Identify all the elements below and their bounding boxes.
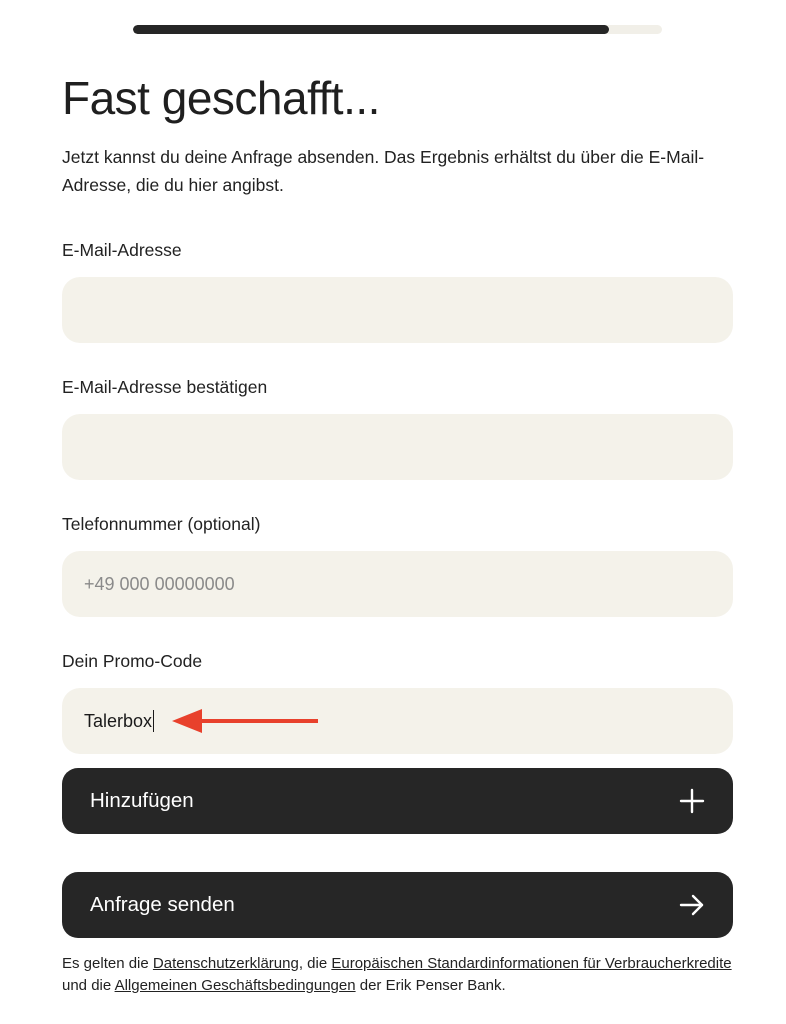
promo-input[interactable] xyxy=(62,688,733,754)
privacy-policy-link[interactable]: Datenschutzerklärung xyxy=(152,955,299,972)
email-confirm-input[interactable] xyxy=(62,414,733,480)
intro-text: Jetzt kannst du deine Anfrage absenden. Das Ergebnis erhältst du über die E-Mail-Adresse, die du hier angibst. xyxy=(62,147,705,195)
submit-request-button[interactable] xyxy=(62,872,733,938)
submit-request-button-label: Anfrage senden xyxy=(90,893,235,916)
phone-input[interactable] xyxy=(62,551,733,617)
progress-bar-fill xyxy=(133,25,609,34)
add-promo-button-label: Hinzufügen xyxy=(90,789,194,812)
email-confirm-label: E-Mail-Adresse bestätigen xyxy=(62,377,268,397)
arrow-left-icon xyxy=(172,706,322,736)
arrow-right-icon xyxy=(679,892,705,918)
email-label: E-Mail-Adresse xyxy=(62,240,182,260)
promo-label: Dein Promo-Code xyxy=(62,651,203,671)
terms-link[interactable]: Allgemeinen Geschäftsbedingungen xyxy=(114,977,356,994)
plus-icon xyxy=(679,788,705,814)
consumer-credit-info-link[interactable]: Europäischen Standardinformationen für Verbraucherkredite xyxy=(331,955,732,972)
promo-input-value: Talerbox xyxy=(84,711,153,731)
add-promo-button[interactable] xyxy=(62,768,733,834)
text-caret xyxy=(153,710,154,732)
phone-label: Telefonnummer (optional) xyxy=(62,514,261,534)
page-title: Fast geschafft... xyxy=(62,72,380,124)
email-confirm-field-container xyxy=(62,414,733,480)
email-input[interactable] xyxy=(62,277,733,343)
phone-field-container xyxy=(62,551,733,617)
legal-notice: Es gelten die Datenschutzerklärung, die Europäischen Standardinformationen für Verbraucherkredite und die Allgemeinen Geschäftsbedingungen der Erik Penser Bank. xyxy=(62,955,732,994)
email-field-container xyxy=(62,277,733,343)
progress-bar xyxy=(133,25,662,34)
